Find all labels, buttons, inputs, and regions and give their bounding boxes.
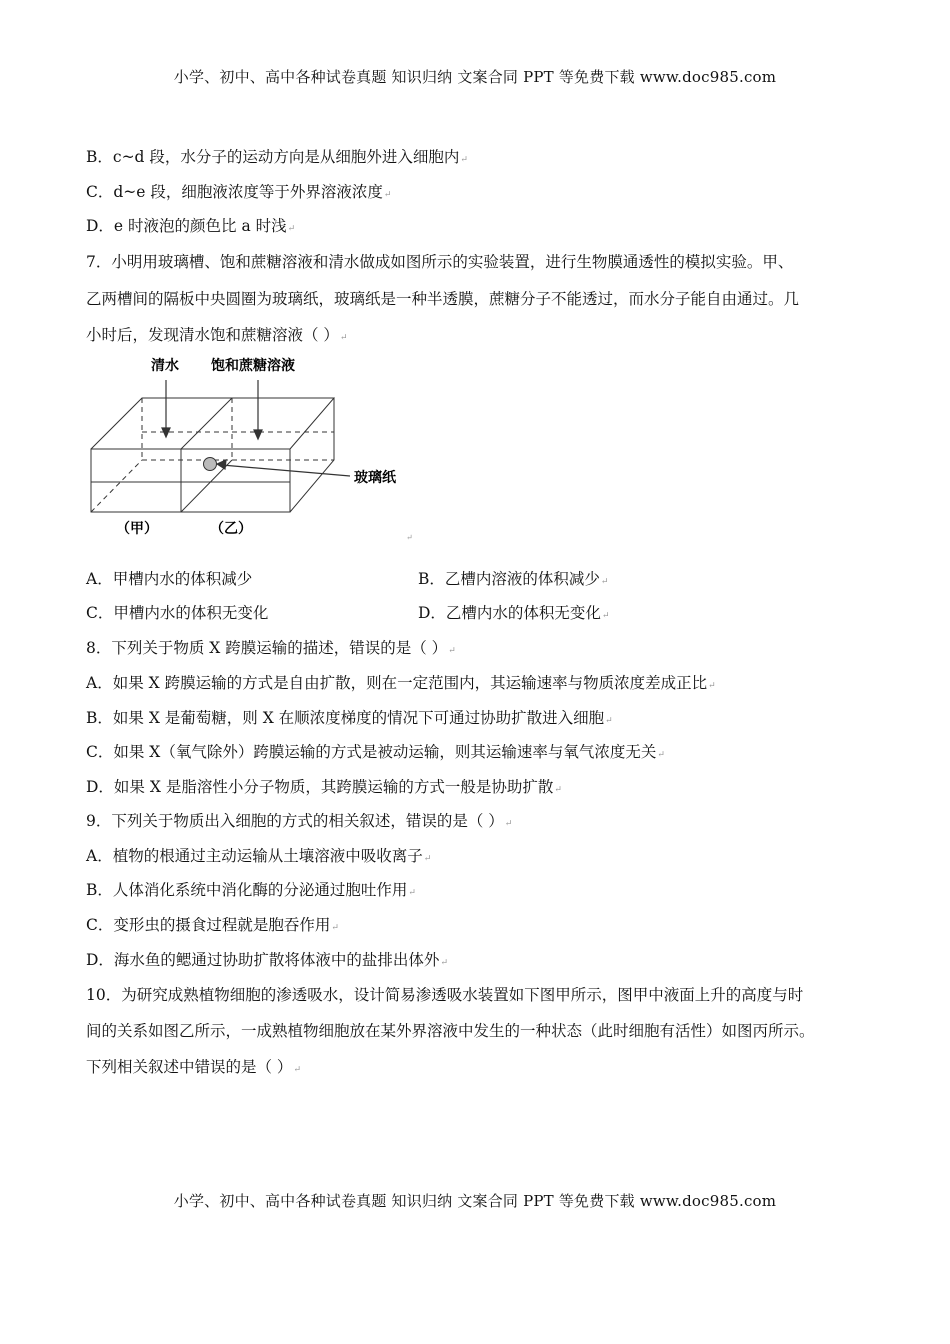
label-tank-jia: （甲） bbox=[116, 521, 158, 537]
q7-option-d: D．乙槽内水的体积无变化↵ bbox=[418, 604, 610, 622]
q8-option-c: C．如果 X（氧气除外）跨膜运输的方式是被动运输，则其运输速率与氧气浓度无关↵ bbox=[86, 743, 665, 761]
q7-option-b: B．乙槽内溶液的体积减少↵ bbox=[418, 570, 609, 588]
q9-option-b: B．人体消化系统中消化酶的分泌通过胞吐作用↵ bbox=[86, 881, 416, 899]
sucrose-arrow-head bbox=[254, 430, 262, 439]
q7-option-a: A．甲槽内水的体积减少 bbox=[86, 570, 253, 588]
hidden-bottom-edge bbox=[91, 460, 142, 512]
q8-option-a: A．如果 X 跨膜运输的方式是自由扩散，则在一定范围内，其运输速率与物质浓度差成正比↵ bbox=[86, 674, 716, 692]
q7-option-c: C．甲槽内水的体积无变化 bbox=[86, 604, 269, 622]
q8-option-d: D．如果 X 是脂溶性小分子物质，其跨膜运输的方式一般是协助扩散↵ bbox=[86, 778, 562, 796]
tank-right-face bbox=[290, 398, 334, 512]
label-glass-paper: 玻璃纸 bbox=[354, 470, 396, 486]
divider-top-edge bbox=[181, 398, 232, 449]
q8-option-b: B．如果 X 是葡萄糖，则 X 在顺浓度梯度的情况下可通过协助扩散进入细胞↵ bbox=[86, 709, 613, 727]
q9-option-d: D．海水鱼的鳃通过协助扩散将体液中的盐排出体外↵ bbox=[86, 951, 448, 969]
paper-arrow-head bbox=[217, 460, 226, 469]
q9-option-c: C．变形虫的摄食过程就是胞吞作用↵ bbox=[86, 916, 339, 934]
q7-stem-line-2: 乙两槽间的隔板中央圆圈为玻璃纸，玻璃纸是一种半透膜，蔗糖分子不能透过，而水分子能自由通过。几 bbox=[86, 290, 800, 308]
q9-stem: 9．下列关于物质出入细胞的方式的相关叙述，错误的是（ ）↵ bbox=[86, 812, 513, 830]
glass-tank-figure bbox=[86, 350, 426, 550]
q6-option-b: B．c~d 段，水分子的运动方向是从细胞外进入细胞内↵ bbox=[86, 148, 468, 166]
glass-paper-circle bbox=[204, 458, 217, 471]
label-tank-yi: （乙） bbox=[210, 521, 252, 537]
label-water: 清水 bbox=[151, 358, 179, 374]
q7-stem-line-3: 小时后，发现清水饱和蔗糖溶液（ ）↵ bbox=[86, 326, 348, 344]
q7-stem-line-1: 7．小明用玻璃槽、饱和蔗糖溶液和清水做成如图所示的实验装置，进行生物膜通透性的模拟实验。甲、 bbox=[86, 253, 794, 271]
label-sucrose: 饱和蔗糖溶液 bbox=[211, 358, 295, 374]
page-header: 小学、初中、高中各种试卷真题 知识归纳 文案合同 PPT 等免费下载 www.doc985.com bbox=[173, 68, 777, 86]
q10-stem-line-3: 下列相关叙述中错误的是（ ）↵ bbox=[86, 1058, 301, 1076]
q8-stem: 8．下列关于物质 X 跨膜运输的描述，错误的是（ ）↵ bbox=[86, 639, 456, 657]
glass-tank-diagram bbox=[86, 350, 426, 550]
page-footer: 小学、初中、高中各种试卷真题 知识归纳 文案合同 PPT 等免费下载 www.doc985.com bbox=[173, 1192, 777, 1210]
paragraph-mark: ↵ bbox=[406, 533, 413, 542]
q9-option-a: A．植物的根通过主动运输从土壤溶液中吸收离子↵ bbox=[86, 847, 432, 865]
q6-option-d: D．e 时液泡的颜色比 a 时浅↵ bbox=[86, 217, 296, 235]
q10-stem-line-1: 10．为研究成熟植物细胞的渗透吸水，设计简易渗透吸水装置如下图甲所示，图甲中液面上升的高度与时 bbox=[86, 986, 804, 1004]
tank-top-face bbox=[91, 398, 334, 449]
paper-arrow-line bbox=[222, 465, 350, 476]
q10-stem-line-2: 间的关系如图乙所示，一成熟植物细胞放在某外界溶液中发生的一种状态（此时细胞有活性）如图丙所示。 bbox=[86, 1022, 815, 1040]
q6-option-c: C．d~e 段，细胞液浓度等于外界溶液浓度↵ bbox=[86, 183, 392, 201]
